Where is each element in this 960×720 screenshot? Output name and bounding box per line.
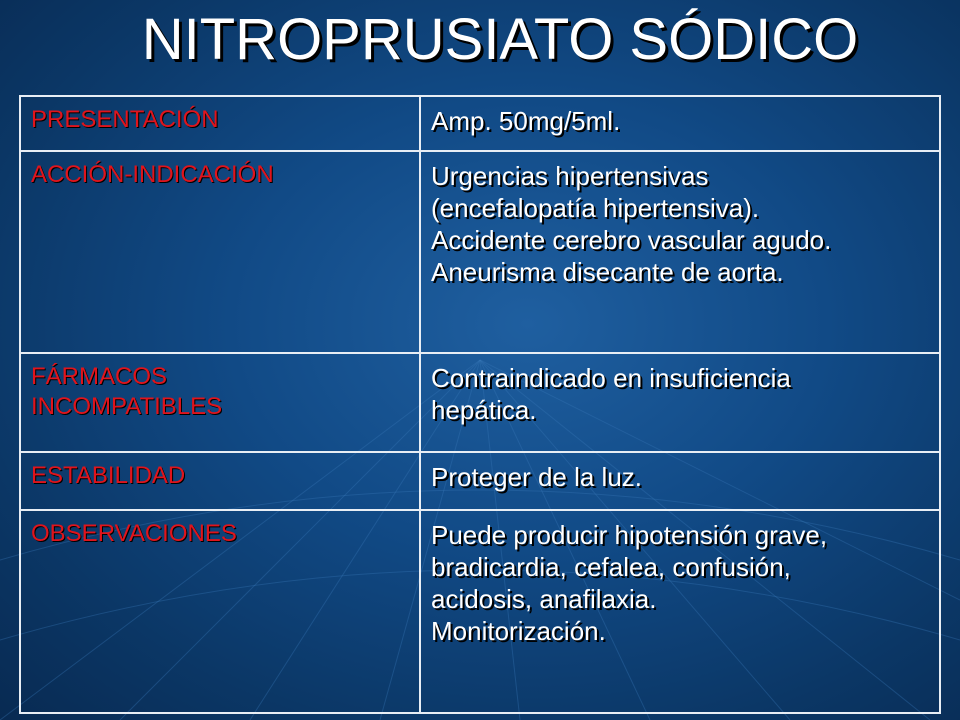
row-label-estabilidad — [20, 452, 420, 510]
label-line: PRESENTACIÓN — [31, 106, 219, 133]
page-title: NITROPRUSIATO SÓDICO — [141, 7, 859, 72]
value-line: Proteger de la luz. — [431, 462, 643, 492]
value-line: Accidente cerebro vascular agudo. — [431, 225, 832, 255]
label-line: ACCIÓN-INDICACIÓN — [31, 161, 274, 188]
value-line: bradicardia, cefalea, confusión, — [431, 552, 791, 582]
label-line: OBSERVACIONES — [31, 520, 237, 547]
row-value-farmacos-incompatibles — [420, 353, 940, 452]
row-label-accion-indicacion — [20, 151, 420, 353]
value-line: Monitorización. — [431, 616, 606, 646]
value-line: Contraindicado en insuficiencia — [431, 363, 791, 393]
value-line: Amp. 50mg/5ml. — [431, 106, 621, 136]
row-value-presentacion — [420, 96, 940, 151]
row-value-estabilidad — [420, 452, 940, 510]
value-line: Urgencias hipertensivas — [431, 161, 709, 191]
table-row — [20, 452, 940, 510]
value-line: (encefalopatía hipertensiva). — [431, 193, 760, 223]
label-line: ESTABILIDAD — [31, 462, 186, 489]
row-label-farmacos-incompatibles — [20, 353, 420, 452]
label-line: INCOMPATIBLES — [31, 393, 223, 420]
row-value-accion-indicacion — [420, 151, 940, 353]
value-line: hepática. — [431, 395, 537, 425]
row-label-observaciones — [20, 510, 420, 713]
value-line: acidosis, anafilaxia. — [431, 584, 657, 614]
info-table — [19, 95, 941, 714]
value-line: Aneurisma disecante de aorta. — [431, 257, 784, 287]
row-value-observaciones — [420, 510, 940, 713]
table-row — [20, 151, 940, 353]
table-row — [20, 353, 940, 452]
table-row — [20, 96, 940, 151]
row-label-presentacion — [20, 96, 420, 151]
label-line: FÁRMACOS — [31, 363, 168, 390]
table-row — [20, 510, 940, 713]
value-line: Puede producir hipotensión grave, — [431, 520, 828, 550]
